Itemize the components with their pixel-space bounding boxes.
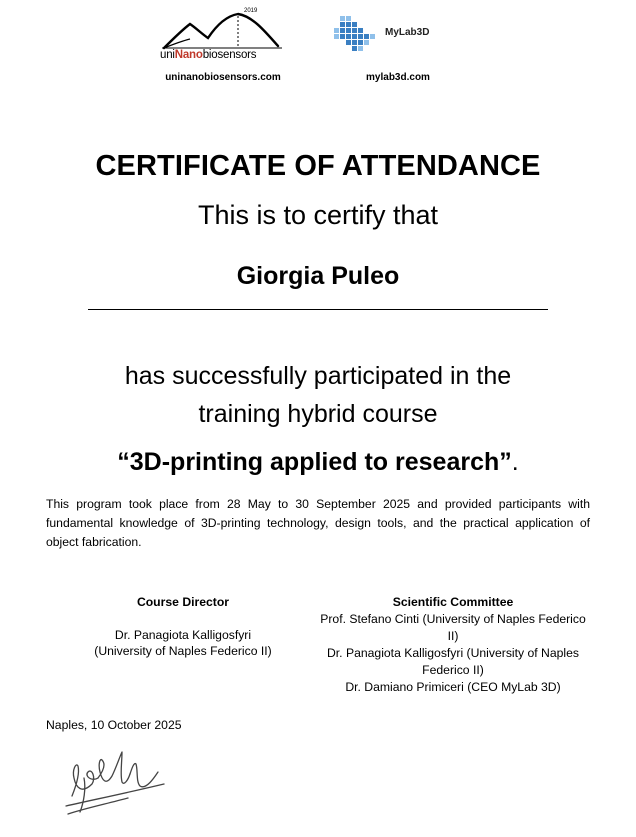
scientific-committee-heading: Scientific Committee [392, 595, 514, 609]
name-underline [88, 309, 548, 310]
mylab3d-url[interactable]: mylab3d.com [366, 72, 430, 83]
course-title-text: “3D-printing applied to research” [117, 448, 512, 476]
mylab3d-logo [332, 16, 442, 56]
committee-member: Dr. Damiano Primiceri (CEO MyLab 3D) [345, 680, 561, 694]
place-and-date: Naples, 10 October 2025 [46, 718, 182, 732]
certificate-title: CERTIFICATE OF ATTENDANCE [95, 150, 541, 182]
mountain-logo-icon [160, 8, 285, 52]
course-director-name: Dr. Panagiota Kalligosfyri [114, 628, 252, 642]
participation-line-1: has successfully participated in the [124, 362, 512, 390]
program-description: This program took place from 28 May to 30 September 2025 and provided participants with fundamental knowledge of 3D-printing technology, design tools, and the practical application of object fabrication. [46, 497, 590, 549]
mylab3d-cube-icon [332, 16, 376, 56]
uninanobiosensors-wordmark: uniNanobiosensors [160, 49, 257, 61]
recipient-name: Giorgia Puleo [236, 262, 400, 290]
certify-line: This is to certify that [197, 200, 439, 230]
course-title [0, 448, 636, 477]
scientific-committee-list [318, 611, 588, 696]
uninanobiosensors-logo [160, 8, 285, 66]
participation-line-2: training hybrid course [198, 400, 438, 428]
course-director-block [70, 627, 296, 659]
mylab3d-wordmark: MyLab3D [385, 27, 430, 38]
committee-member: Dr. Panagiota Kalligosfyri (University of Naples Federico II) [327, 646, 579, 677]
uninanobiosensors-url[interactable]: uninanobiosensors.com [165, 72, 281, 83]
committee-member: Prof. Stefano Cinti (University of Naples Federico II) [320, 612, 586, 643]
course-director-affiliation: (University of Naples Federico II) [94, 644, 272, 658]
course-director-heading: Course Director [136, 595, 230, 609]
logo-year: 2019 [244, 8, 258, 14]
course-title-period: . [511, 448, 519, 476]
handwritten-signature [62, 748, 172, 823]
